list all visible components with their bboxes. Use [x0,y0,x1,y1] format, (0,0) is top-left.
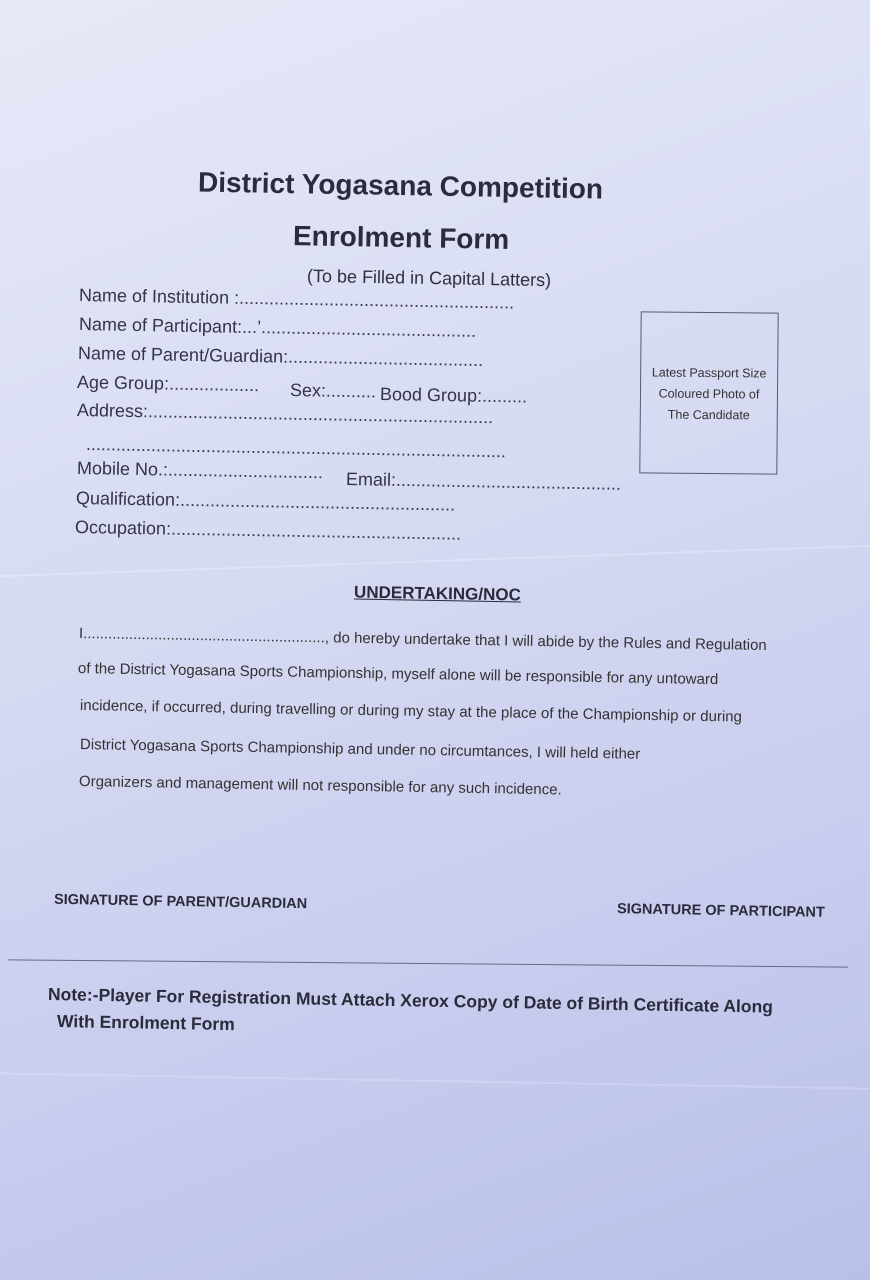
photo-box-line: Coloured Photo of [658,386,760,402]
photo-box-line: The Candidate [667,407,750,423]
divider-line [8,959,848,967]
signature-parent-label: SIGNATURE OF PARENT/GUARDIAN [53,891,308,913]
passport-photo-box [639,311,778,474]
page-title: District Yogasana Competition [197,166,604,205]
signature-participant-label: SIGNATURE OF PARTICIPANT [616,901,825,921]
field-age-group[interactable]: Age Group:.................. [76,372,260,396]
field-blood-group[interactable]: Bood Group:......... [379,384,528,407]
form-subtitle: Enrolment Form [292,220,510,255]
field-institution[interactable]: Name of Institution :....................................................... [78,285,515,313]
field-address-line2[interactable]: .................................................................................... [85,434,507,462]
field-sex[interactable]: Sex:.......... [289,380,377,402]
paper-crease [0,1072,870,1089]
undertaking-line: of the District Yogasana Sports Championship, myself alone will be responsible for any untoward [77,660,719,689]
field-occupation[interactable]: Occupation:.......................................................... [74,517,462,544]
undertaking-heading: UNDERTAKING/NOC [353,582,522,605]
photo-box-line: Latest Passport Size [651,365,767,381]
field-address[interactable]: Address:..................................................................... [76,400,494,428]
field-guardian[interactable]: Name of Parent/Guardian:....................................... [77,343,484,371]
fill-instruction: (To be Filled in Capital Latters) [306,265,552,291]
field-mobile[interactable]: Mobile No.:............................... [76,458,324,483]
undertaking-line: incidence, if occurred, during travelling or during my stay at the place of the Championship or during [79,697,743,726]
field-participant[interactable]: Name of Participant:...’........................................... [78,314,477,341]
field-email[interactable]: Email:............................................. [345,469,622,494]
registration-note-line2: With Enrolment Form [56,1011,235,1035]
field-qualification[interactable]: Qualification:....................................................... [75,488,456,515]
undertaking-line: I.........................................................., do hereby undertake that I will abide by the Rules and Regulation [78,625,767,655]
undertaking-line: District Yogasana Sports Championship and under no circumtances, I will held either [79,736,641,763]
registration-note: Note:-Player For Registration Must Attach Xerox Copy of Date of Birth Certificate Along [47,984,774,1017]
undertaking-line: Organizers and management will not responsible for any such incidence. [78,773,562,799]
paper-crease [0,545,870,577]
